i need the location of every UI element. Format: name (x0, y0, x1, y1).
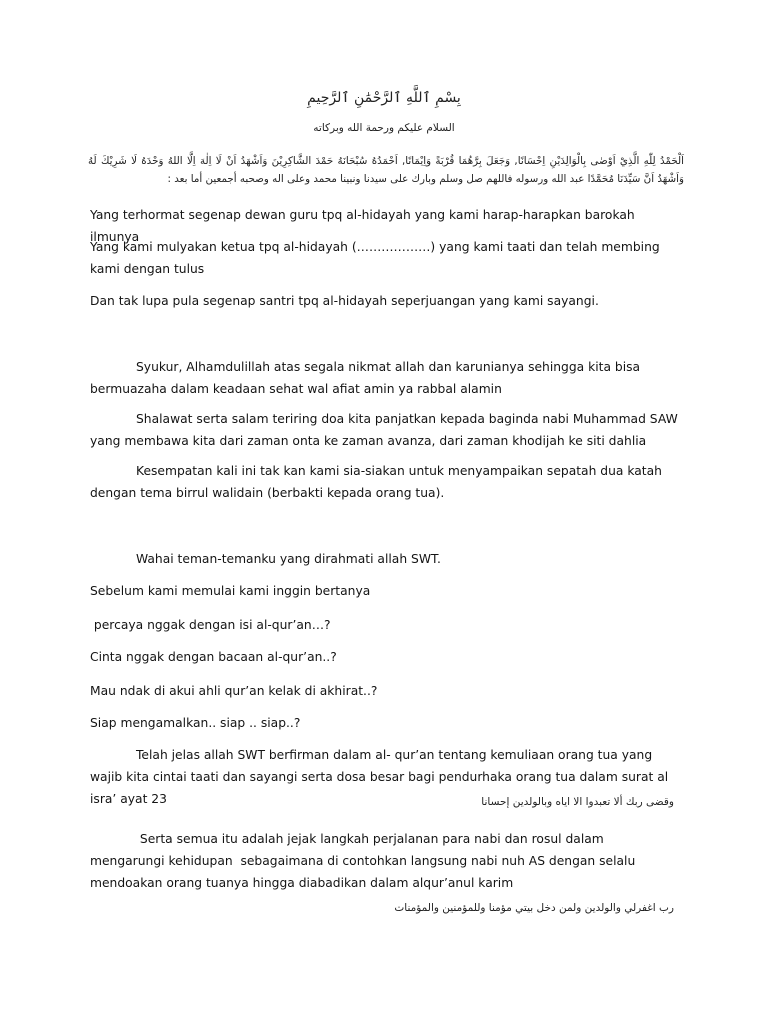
doa-arabic: رب اغفرلي والولدين ولمن دخل بيتي مؤمنا وللمؤمنين والمؤمنات (394, 902, 674, 914)
greeting-students: Dan tak lupa pula segenap santri tpq al-hidayah seperjuangan yang kami sayangi. (90, 294, 599, 308)
greeting-head: Yang kami mulyakan ketua tpq al-hidayah (………………) yang kami taati dan telah membing kami dengan tulus (90, 240, 660, 276)
paragraph-syukur: Syukur, Alhamdulillah atas segala nikmat allah dan karunianya sehingga kita bisa bermuazaha dalam keadaan sehat wal afiat amin ya rabbal alamin (90, 360, 641, 396)
ayat-arabic: وقضى ربك ألا تعبدوا الا اياه وبالولدين إحسانا (481, 796, 674, 808)
question-1: percaya nggak dengan isi al-qur’an…? (90, 618, 331, 632)
paragraph-wahai: Wahai teman-temanku yang dirahmati allah SWT. (136, 552, 441, 566)
salam-greeting: السلام عليكم ورحمة الله وبركاته (313, 122, 455, 134)
paragraph-telah: Telah jelas allah SWT berfirman dalam al- qur’an tentang kemuliaan orang tua yang wajib kita cintai taati dan sayangi serta dosa besar bagi pendurhaka orang tua dalam surat al isra’ ayat 23 (90, 748, 669, 806)
question-3: Mau ndak di akui ahli qur’an kelak di akhirat..? (90, 684, 378, 698)
question-2: Cinta nggak dengan bacaan al-qur’an..? (90, 650, 337, 664)
paragraph-kesempatan: Kesempatan kali ini tak kan kami sia-siakan untuk menyampaikan sepatah dua katah dengan tema birrul walidain (berbakti kepada orang tua). (90, 464, 662, 500)
opening-arabic-paragraph: اَلْحَمْدُ لِلّٰهِ الَّذِيْ اَوْصٰى بِالْوَالِدَيْنِ اِحْسَانًا, وَجَعَلَ بِرَّهُمَا قُرْبَةً وَاِيْمَانًا, اَحْمَدُهُ سُبْحَانَهُ حَمْدَ الشَّاكِرِيْنَ وَاَشْهَدُ اَنْ لَا اِلٰهَ اِلَّا اللهُ وَحْدَهُ لَا شَرِيْكَ لَهُ وَاَشْهَدُ اَنَّ سَيِّدَنَا مُحَمَّدًا عبد الله ورسوله فاللهم صل وسلم وبارك على سيدنا ونبينا محمد وعلى اله وصحبه أجمعين أما بعد : (88, 155, 684, 185)
greeting-teachers: Yang terhormat segenap dewan guru tpq al-hidayah yang kami harap-harapkan barokah ilmunya (90, 208, 635, 244)
question-intro: Sebelum kami memulai kami inggin bertanya (90, 584, 371, 598)
paragraph-serta: Serta semua itu adalah jejak langkah perjalanan para nabi dan rosul dalam mengarungi kehidupan sebagaimana di contohkan langsung nabi nuh AS dengan selalu mendoakan orang tuanya hingga diabadikan dalam alqur’anul karim (90, 832, 640, 890)
basmala: بِسْمِ ٱللَّهِ ٱلرَّحْمَٰنِ ٱلرَّحِيمِ (307, 90, 461, 106)
question-4: Siap mengamalkan.. siap .. siap..? (90, 716, 301, 730)
paragraph-shalawat: Shalawat serta salam teriring doa kita panjatkan kepada baginda nabi Muhammad SAW yang membawa kita dari zaman onta ke zaman avanza, dari zaman khodijah ke siti dahlia (90, 412, 678, 448)
